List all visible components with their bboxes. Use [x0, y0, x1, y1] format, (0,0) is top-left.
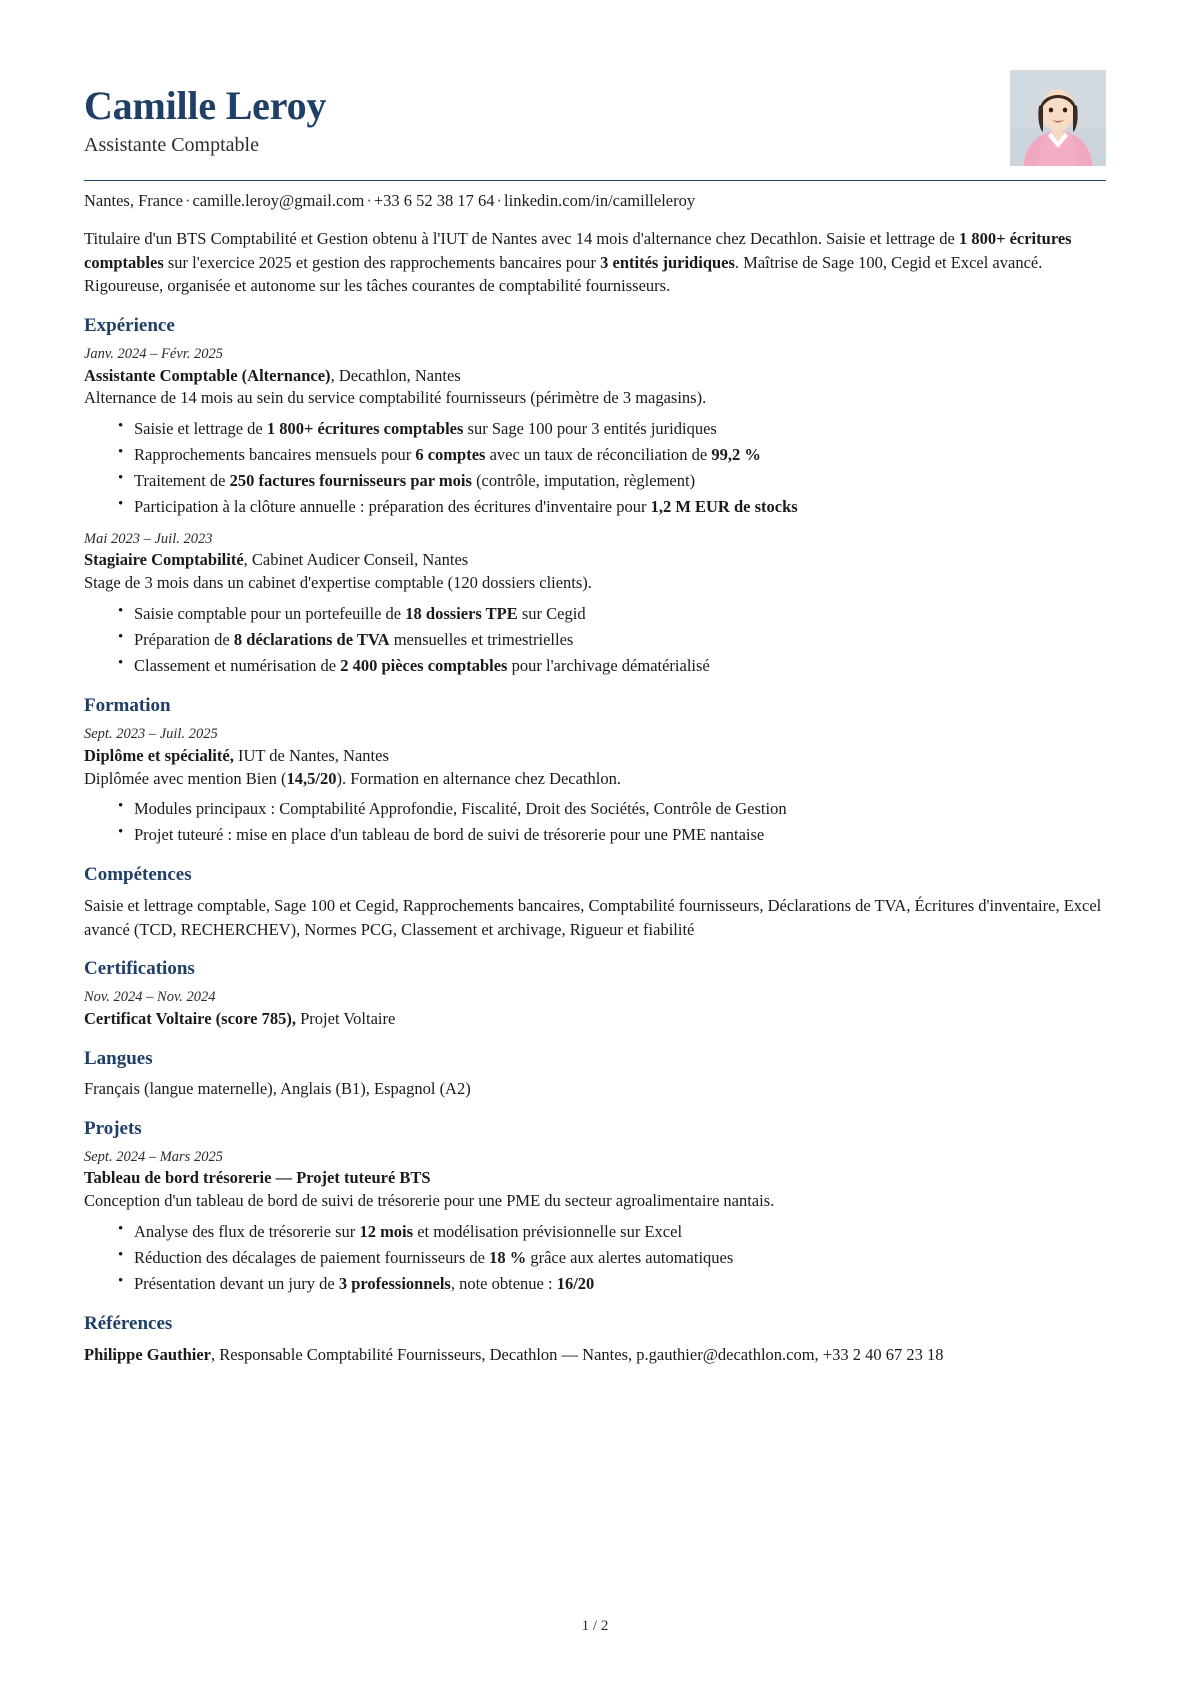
identity-block [84, 70, 326, 157]
page-footer [0, 1618, 1190, 1635]
entry-role: Stagiaire Comptabilité [84, 550, 244, 570]
page-indicator: 1 / 2 [581, 1618, 609, 1634]
list-item: • Traitement de 250 factures fournisseurs par mois (contrôle, imputation, règlement) [118, 469, 1106, 493]
entry-bullets [84, 417, 1106, 519]
entry-title [84, 549, 1106, 572]
list-item: • Participation à la clôture annuelle : préparation des écritures d'inventaire pour 1,2 M EUR de stocks [118, 495, 1106, 519]
list-item: • Classement et numérisation de 2 400 pièces comptables pour l'archivage dématérialisé [118, 654, 1106, 678]
section-title-experience: Expérience [84, 315, 175, 337]
section-projets [84, 1118, 1106, 1296]
contact-location: Nantes, France [84, 191, 183, 210]
section-langues [84, 1048, 1106, 1101]
job-headline: Assistante Comptable [84, 133, 259, 156]
formation-entry [84, 725, 1106, 848]
entry-dates: Sept. 2024 – Mars 2025 [84, 1148, 223, 1165]
section-title-formation: Formation [84, 695, 171, 717]
header-divider [84, 180, 1106, 181]
entry-description: Alternance de 14 mois au sein du service comptabilité fournisseurs (périmètre de 3 magasins). [84, 388, 707, 408]
reference-name: Philippe Gauthier [84, 1344, 211, 1364]
entry-description: Stage de 3 mois dans un cabinet d'expertise comptable (120 dossiers clients). [84, 573, 592, 593]
entry-org: , Decathlon, Nantes [330, 365, 461, 385]
summary-highlight: 3 entités juridiques [600, 252, 735, 272]
contact-separator: · [366, 191, 372, 210]
experience-entry [84, 530, 1106, 679]
section-title-references: Références [84, 1313, 173, 1335]
contact-phone[interactable]: +33 6 52 38 17 64 [373, 191, 495, 210]
summary-text: . Maîtrise de Sage 100, Cegid et Excel avancé. Rigoureuse, organisée et autonome sur les tâches courantes de comptabilité fournisseurs. [84, 252, 1043, 296]
entry-title [84, 1167, 1106, 1190]
entry-org: , Cabinet Audicer Conseil, Nantes [243, 550, 469, 570]
section-title-projets: Projets [84, 1117, 142, 1139]
project-entry [84, 1148, 1106, 1297]
section-title-certifications: Certifications [84, 958, 195, 980]
experience-entry [84, 345, 1106, 520]
list-item: • Rapprochements bancaires mensuels pour 6 comptes avec un taux de réconciliation de 99,2 % [118, 443, 1106, 467]
list-item: • Réduction des décalages de paiement fournisseurs de 18 % grâce aux alertes automatiques [118, 1246, 1106, 1270]
entry-role: Diplôme et spécialité, [84, 745, 234, 765]
summary-highlight: 1 800+ écritures comptables [84, 229, 1072, 272]
entry-dates: Nov. 2024 – Nov. 2024 [84, 988, 216, 1005]
reference-detail: , Responsable Comptabilité Fournisseurs, Decathlon — Nantes, p.gauthier@decathlon.com, +33 2 40 67 23 18 [210, 1344, 944, 1364]
entry-role: Certificat Voltaire (score 785), [84, 1008, 296, 1028]
summary-text: Titulaire d'un BTS Comptabilité et Gestion obtenu à l'IUT de Nantes avec 14 mois d'alternance chez Decathlon. Saisie et lettrage de [84, 229, 959, 249]
entry-description: Conception d'un tableau de bord de suivi de trésorerie pour une PME du secteur agroalimentaire nantais. [84, 1191, 775, 1211]
entry-org: IUT de Nantes, Nantes [233, 745, 389, 765]
entry-bullets [84, 797, 1106, 847]
entry-description: Diplômée avec mention Bien (14,5/20). Formation en alternance chez Decathlon. [84, 768, 621, 788]
list-item: • Analyse des flux de trésorerie sur 12 mois et modélisation prévisionnelle sur Excel [118, 1220, 1106, 1244]
competences-text: Saisie et lettrage comptable, Sage 100 et Cegid, Rapprochements bancaires, Comptabilité fournisseurs, Déclarations de TVA, Écritures d'inventaire, Excel avancé (TCD, RECHERCHEV), Normes PCG, Classement et archivage, Rigueur et fiabilité [84, 896, 1102, 939]
entry-dates: Mai 2023 – Juil. 2023 [84, 530, 213, 547]
section-references [84, 1313, 1106, 1366]
entry-dates: Sept. 2023 – Juil. 2025 [84, 725, 218, 742]
entry-title [84, 745, 1106, 768]
list-item: • Saisie comptable pour un portefeuille de 18 dossiers TPE sur Cegid [118, 602, 1106, 626]
reference-entry [84, 1343, 1106, 1366]
contact-separator: · [184, 191, 191, 210]
list-item: • Modules principaux : Comptabilité Approfondie, Fiscalité, Droit des Sociétés, Contrôle de Gestion [118, 797, 1106, 821]
section-title-langues: Langues [84, 1047, 153, 1069]
contact-linkedin[interactable]: linkedin.com/in/camilleleroy [504, 191, 696, 210]
resume-header [84, 70, 1106, 166]
contact-line [84, 190, 1106, 212]
entry-org: Projet Voltaire [296, 1008, 396, 1028]
entry-title [84, 1008, 1106, 1031]
summary-text: sur l'exercice 2025 et gestion des rapprochements bancaires pour [163, 252, 601, 272]
certification-entry [84, 988, 1106, 1031]
entry-dates: Janv. 2024 – Févr. 2025 [84, 345, 224, 362]
profile-photo-icon [1010, 70, 1106, 166]
section-competences [84, 864, 1106, 941]
entry-role: Assistante Comptable (Alternance) [84, 365, 331, 385]
contact-email[interactable]: camille.leroy@gmail.com [192, 191, 365, 210]
list-item: • Présentation devant un jury de 3 professionnels, note obtenue : 16/20 [118, 1272, 1106, 1296]
list-item: • Projet tuteuré : mise en place d'un tableau de bord de suivi de trésorerie pour une PME nantaise [118, 823, 1106, 847]
section-title-competences: Compétences [84, 864, 192, 886]
section-certifications [84, 958, 1106, 1030]
langues-text: Français (langue maternelle), Anglais (B1), Espagnol (A2) [84, 1079, 471, 1099]
list-item: • Préparation de 8 déclarations de TVA mensuelles et trimestrielles [118, 628, 1106, 652]
entry-role: Tableau de bord trésorerie — Projet tuteuré BTS [84, 1168, 431, 1188]
list-item: • Saisie et lettrage de 1 800+ écritures comptables sur Sage 100 pour 3 entités juridiques [118, 417, 1106, 441]
contact-separator: · [496, 191, 503, 210]
section-formation [84, 695, 1106, 847]
professional-summary [84, 227, 1106, 298]
entry-title [84, 365, 1106, 388]
entry-bullets [84, 602, 1106, 678]
avatar [1010, 70, 1106, 166]
entry-bullets [84, 1220, 1106, 1296]
page-title: Camille Leroy [84, 83, 327, 128]
section-experience [84, 315, 1106, 678]
